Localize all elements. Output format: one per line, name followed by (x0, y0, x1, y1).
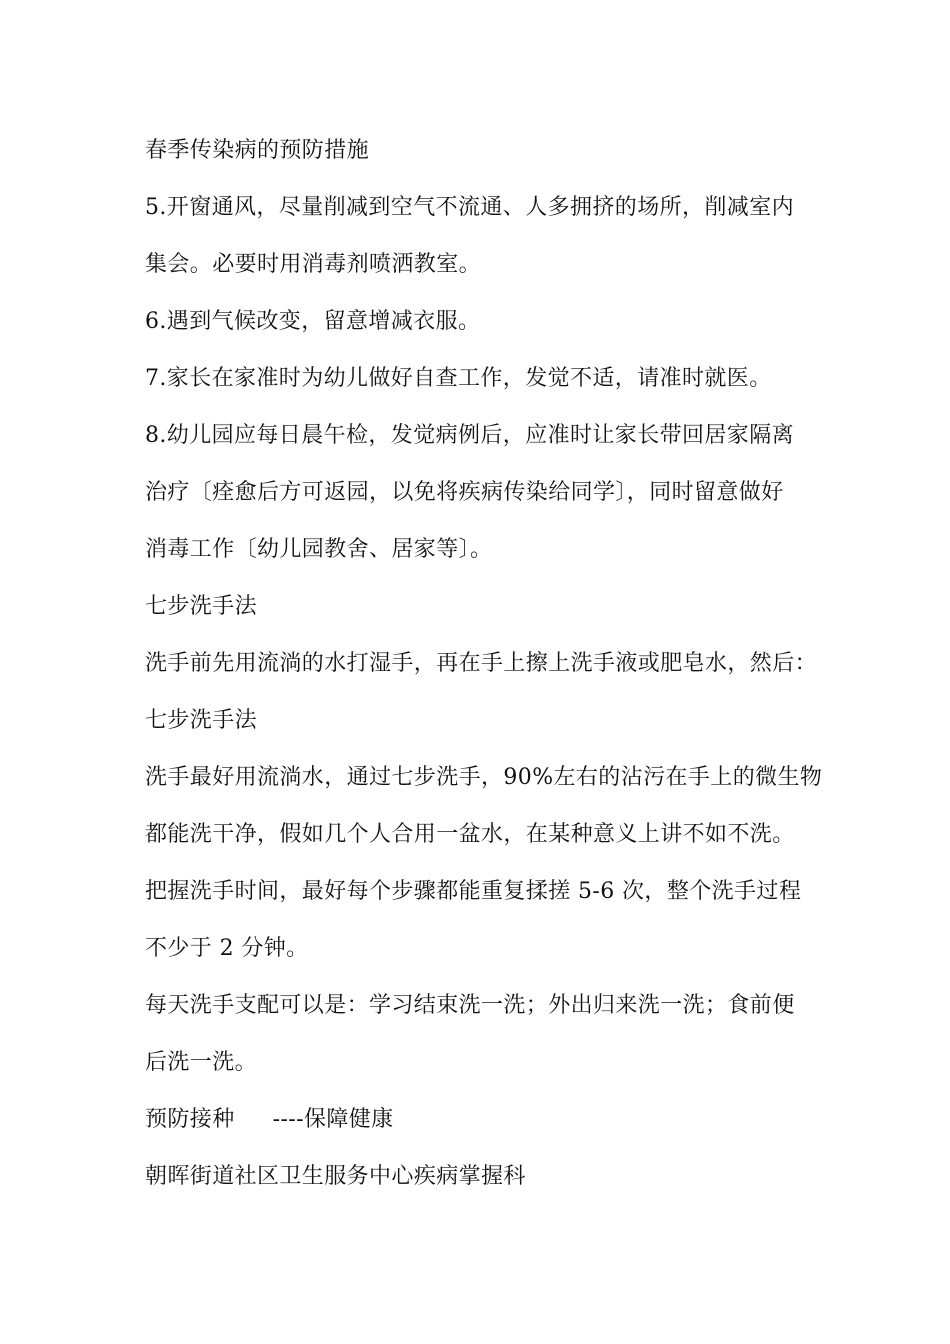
paragraph-line: 5.开窗通风，尽量削减到空气不流通、人多拥挤的场所，削减室内 (145, 195, 794, 220)
footer-organization: 朝晖街道社区卫生服务中心疾病掌握科 (145, 1164, 526, 1189)
paragraph-line: 6.遇到气候改变，留意增减衣服。 (145, 309, 481, 334)
vaccination-heading-title: 预防接种 (145, 1107, 235, 1132)
paragraph-line: 不少于 2 分钟。 (145, 936, 309, 961)
paragraph-line: 洗手前先用流淌的水打湿手，再在手上擦上洗手液或肥皂水，然后： (145, 651, 818, 676)
section-title-handwashing: 七步洗手法 (145, 594, 258, 619)
paragraph-line: 治疗〔痊愈后方可返园，以免将疾病传染给同学〕，同时留意做好 (145, 480, 784, 505)
paragraph-line: 把握洗手时间，最好每个步骤都能重复揉搓 5-6 次，整个洗手过程 (145, 879, 802, 904)
paragraph-line: 每天洗手支配可以是：学习结束洗一洗；外出归来洗一洗；食前便 (145, 993, 795, 1018)
paragraph-line: 洗手最好用流淌水，通过七步洗手，90%左右的沾污在手上的微生物 (145, 765, 823, 790)
paragraph-line: 消毒工作〔幼儿园教舍、居家等〕。 (145, 537, 493, 562)
vaccination-heading (145, 1099, 810, 1156)
paragraph-line: 7.家长在家准时为幼儿做好自查工作，发觉不适，请准时就医。 (145, 366, 772, 391)
paragraph-line: 集会。必要时用消毒剂喷洒教室。 (145, 252, 482, 277)
section-title-handwashing-repeat: 七步洗手法 (145, 708, 258, 733)
document-body (145, 130, 823, 1213)
vaccination-heading-subtitle: ----保障健康 (272, 1107, 394, 1132)
paragraph-line: 8.幼儿园应每日晨午检，发觉病例后，应准时让家长带回居家隔离 (145, 423, 794, 448)
paragraph-line: 后洗一洗。 (145, 1050, 258, 1075)
section-title-spring-prevention: 春季传染病的预防措施 (145, 138, 370, 163)
paragraph-line: 都能洗干净，假如几个人合用一盆水，在某种意义上讲不如不洗。 (145, 822, 795, 847)
